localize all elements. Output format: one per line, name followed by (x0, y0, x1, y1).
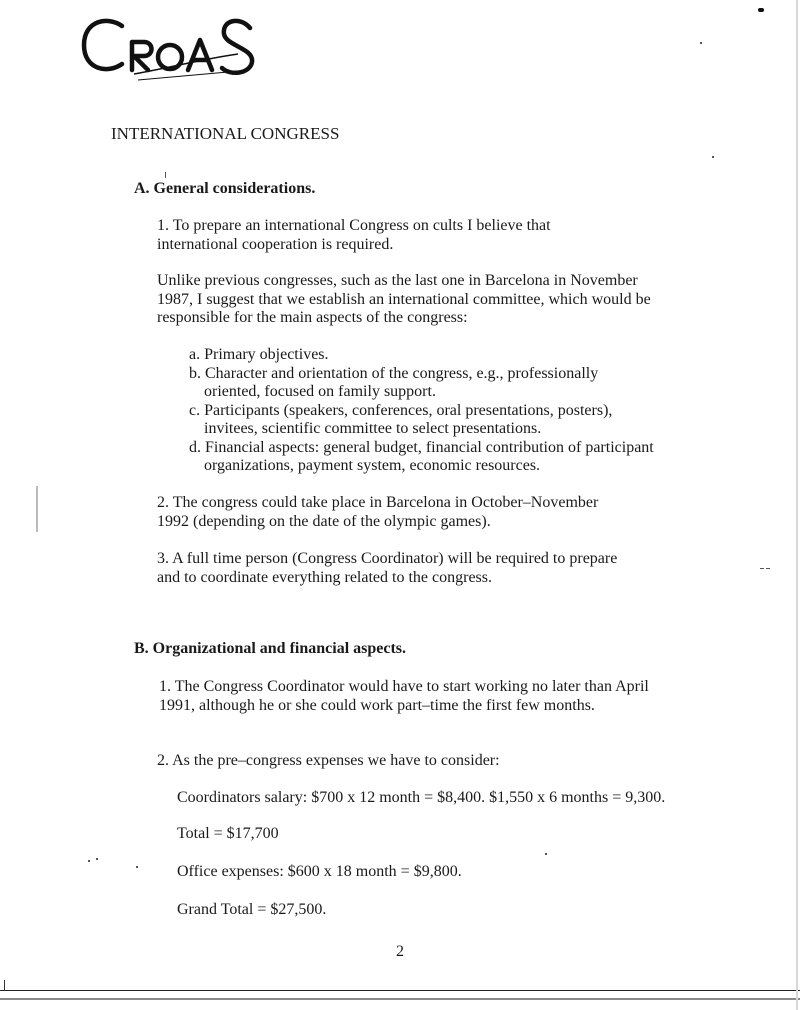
text-line: 1991, although he or she could work part–time the first few months. (159, 696, 595, 714)
list-item: c. Participants (speakers, conferences, oral presentations, posters), (189, 401, 613, 419)
page-number: 2 (396, 943, 404, 960)
section-a-paragraph-2 (157, 272, 651, 328)
scan-right-edge (796, 0, 798, 1010)
list-item-continuation: invitees, scientific committee to select presentations. (204, 420, 542, 437)
text-line: 2. The congress could take place in Barcelona in October–November (157, 494, 599, 511)
section-b-paragraph-2: 2. As the pre–congress expenses we have to consider: (157, 752, 500, 769)
text-line: 3. A full time person (Congress Coordinator) will be required to prepare (157, 550, 618, 567)
section-a-paragraph-3 (157, 494, 598, 531)
document-title: INTERNATIONAL CONGRESS (111, 124, 340, 143)
text-line: 1. The Congress Coordinator would have to start working no later than April (159, 678, 649, 695)
list-item-continuation: oriented, focused on family support. (204, 383, 436, 400)
scan-edge-shadow (0, 998, 800, 1000)
text-line: responsible for the main aspects of the congress: (157, 309, 468, 326)
list-item-continuation: organizations, payment system, economic resources. (204, 457, 541, 474)
croas-logo (78, 12, 263, 92)
total-line: Total = $17,700 (177, 825, 279, 842)
text-line: 1987, I suggest that we establish an international committee, which would be (157, 290, 651, 308)
list-item: b. Character and orientation of the congress, e.g., professionally (189, 364, 599, 382)
section-a-paragraph-4 (157, 550, 617, 587)
section-b-paragraph-1 (159, 678, 649, 715)
congress-aspects-list (189, 346, 654, 476)
text-line: international cooperation is required. (157, 235, 394, 253)
section-b-heading: B. Organizational and financial aspects. (134, 640, 407, 657)
grand-total-line: Grand Total = $27,500. (177, 901, 327, 918)
coordinator-salary-line: Coordinators salary: $700 x 12 month = $8,400. $1,550 x 6 months = 9,300. (177, 789, 666, 806)
text-line: 1992 (depending on the date of the olympic games). (157, 512, 491, 530)
list-item: d. Financial aspects: general budget, financial contribution of participant (189, 438, 654, 456)
list-item: a. Primary objectives. (189, 346, 329, 363)
section-a-heading: A. General considerations. (134, 180, 316, 197)
text-line: and to coordinate everything related to the congress. (157, 568, 492, 586)
scan-edge-line (0, 990, 800, 991)
text-line: 1. To prepare an international Congress on cults I believe that (157, 217, 551, 234)
office-expenses-line: Office expenses: $600 x 18 month = $9,800. (177, 863, 462, 880)
text-line: Unlike previous congresses, such as the last one in Barcelona in November (157, 272, 638, 289)
section-a-paragraph-1 (157, 217, 551, 254)
